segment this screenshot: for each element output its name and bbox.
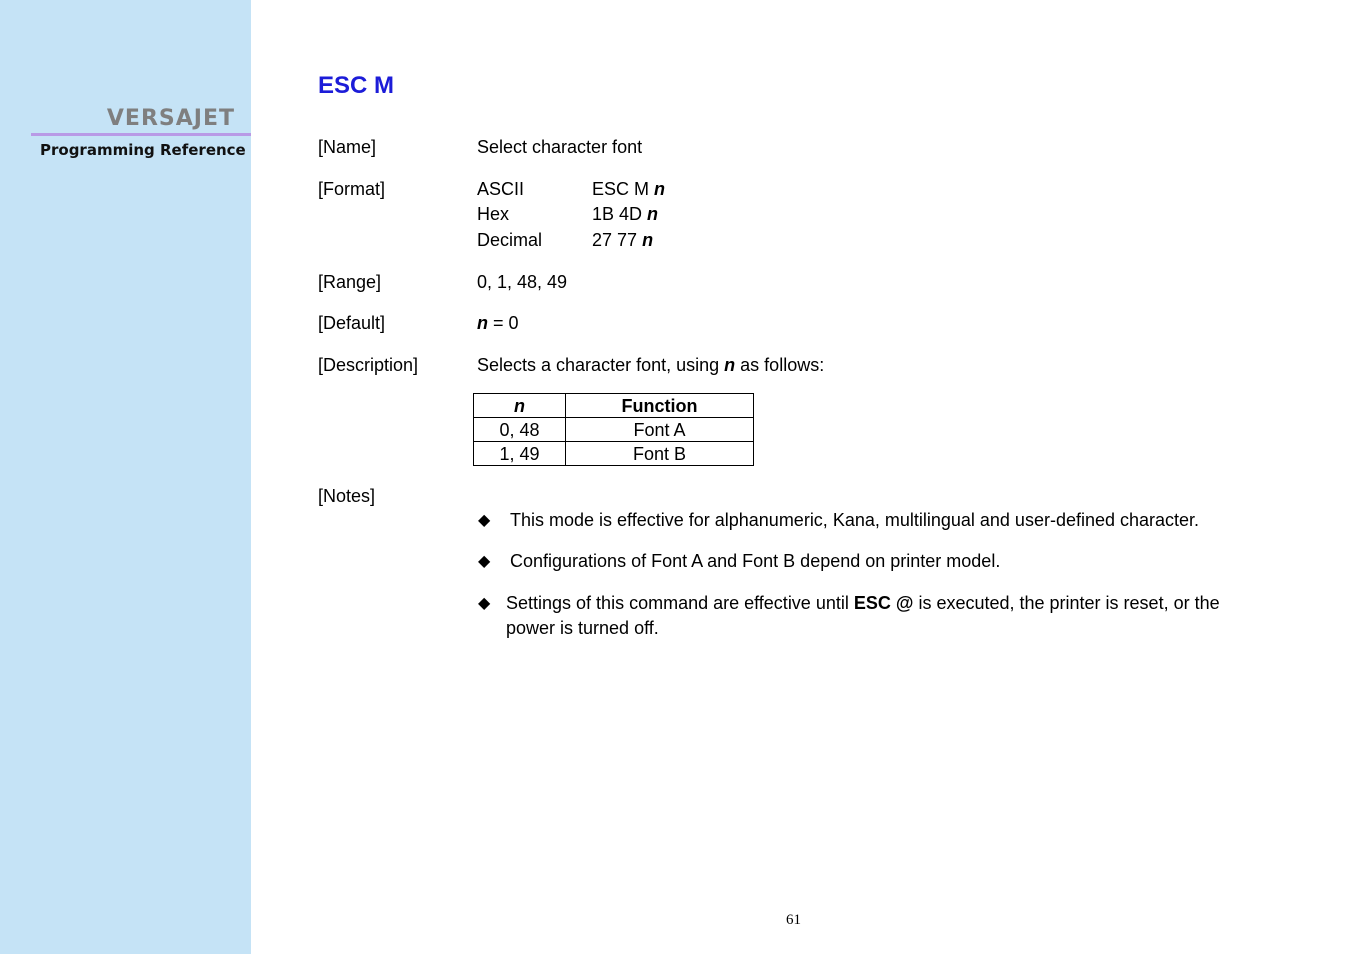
brand-divider bbox=[31, 133, 251, 136]
diamond-bullet-icon: ◆ bbox=[478, 553, 491, 570]
name-value: Select character font bbox=[477, 137, 643, 157]
format-kind-ascii: ASCII bbox=[477, 179, 525, 199]
table-cell: Font B bbox=[566, 442, 754, 466]
format-kind-decimal: Decimal bbox=[477, 230, 543, 250]
default-value: n = 0 bbox=[477, 313, 519, 333]
format-label: [Format] bbox=[318, 179, 386, 199]
diamond-bullet-icon: ◆ bbox=[478, 595, 491, 612]
sidebar-subtitle: Programming Reference bbox=[40, 141, 246, 159]
range-label: [Range] bbox=[318, 272, 382, 292]
description-label: [Description] bbox=[318, 355, 419, 375]
format-code-decimal: 27 77 n bbox=[592, 230, 654, 250]
table-header-n: n bbox=[474, 394, 566, 418]
format-code-hex: 1B 4D n bbox=[592, 204, 659, 224]
table-row bbox=[474, 418, 754, 442]
default-label: [Default] bbox=[318, 313, 386, 333]
sidebar bbox=[0, 0, 251, 954]
format-kind-hex: Hex bbox=[477, 204, 510, 224]
table-header-row bbox=[474, 394, 754, 418]
description-text: Selects a character font, using n as follows: bbox=[477, 355, 825, 375]
brand-logo: VERSAJET bbox=[106, 106, 235, 131]
table-header-function: Function bbox=[566, 394, 754, 418]
range-value: 0, 1, 48, 49 bbox=[477, 272, 568, 292]
diamond-bullet-icon: ◆ bbox=[478, 512, 491, 529]
note-item: This mode is effective for alphanumeric, Kana, multilingual and user-defined character. bbox=[510, 510, 1200, 530]
page-title: ESC M bbox=[318, 72, 395, 99]
font-table bbox=[473, 393, 754, 466]
notes-label: [Notes] bbox=[318, 486, 376, 506]
page-number: 61 bbox=[786, 912, 801, 928]
table-cell: Font A bbox=[566, 418, 754, 442]
note-item: Settings of this command are effective until ESC @ is executed, the printer is reset, or the power is turned off. bbox=[506, 593, 1220, 638]
name-label: [Name] bbox=[318, 137, 377, 157]
note-item: Configurations of Font A and Font B depend on printer model. bbox=[510, 551, 1001, 571]
format-code-ascii: ESC M n bbox=[592, 179, 666, 199]
table-cell: 1, 49 bbox=[474, 442, 566, 466]
table-row bbox=[474, 442, 754, 466]
table-cell: 0, 48 bbox=[474, 418, 566, 442]
